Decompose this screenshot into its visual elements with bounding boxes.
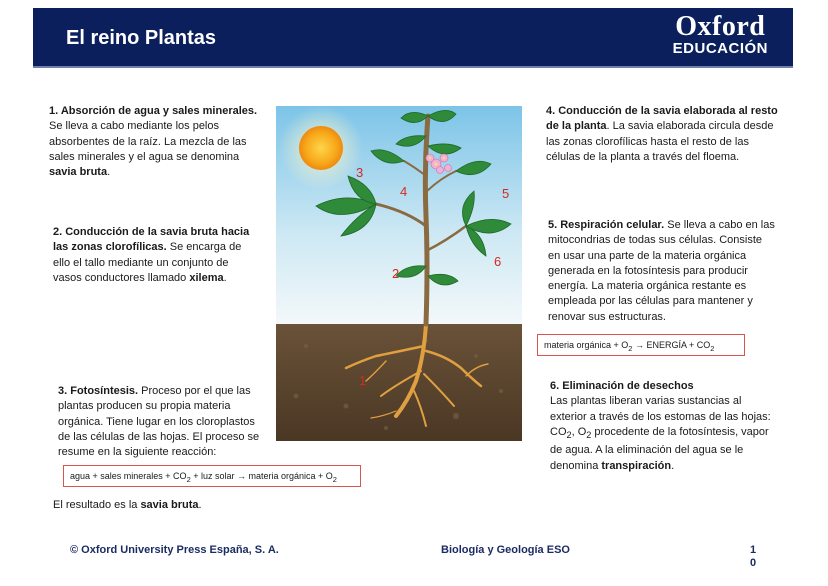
photosynthesis-formula — [63, 465, 361, 487]
page-number-digit: 0 — [749, 557, 757, 569]
section-photosynthesis — [58, 384, 268, 460]
section-heading: 2. Conducción de la savia bruta hacia las zonas clorofílicas. — [53, 226, 250, 254]
diagram-label-4: 4 — [400, 184, 408, 199]
formula-subscript: 2 — [186, 474, 191, 484]
diagram-label-6: 6 — [494, 254, 502, 269]
subscript: 2 — [586, 430, 592, 441]
punctuation: . — [198, 499, 202, 511]
section-text: Se lleva a cabo mediante los pelos absorbentes de la raíz. La mezcla de las sales minerales y el agua se denomina — [49, 120, 247, 163]
punctuation: . — [223, 271, 227, 284]
section-text: , O — [571, 425, 587, 438]
key-term: savia bruta — [140, 499, 199, 511]
section-heading: 1. Absorción de agua y sales minerales. — [49, 105, 258, 117]
logo-subtitle: EDUCACIÓN — [672, 40, 768, 57]
section-heading: 4. Conducción de la savia elaborada al resto de la planta — [546, 105, 778, 133]
footer-copyright: © Oxford University Press España, S. A. — [70, 544, 279, 556]
punctuation: . — [107, 166, 111, 179]
section-heading: 3. Fotosíntesis. — [58, 385, 139, 397]
footer-course: Biología y Geología ESO — [441, 544, 570, 556]
section-text: Proceso por el que las plantas producen su propia materia orgánica. Tiene lugar en los cloroplastos de las células de las hojas. El proceso se resume en la siguiente reacción: — [58, 385, 260, 459]
formula-subscript: 2 — [710, 343, 715, 353]
respiration-formula — [537, 334, 745, 356]
sun-icon — [299, 126, 343, 170]
header-divider — [33, 66, 793, 68]
page-title: El reino Plantas — [66, 27, 217, 49]
formula-subscript: 2 — [628, 343, 633, 353]
diagram-label-2: 2 — [392, 266, 400, 281]
formula-text: + luz solar → materia orgánica + O — [190, 471, 333, 481]
section-text: Se lleva a cabo en las mitocondrias de todas sus células. Consiste en usar una parte de la materia orgánica generada en la fotosíntesis para producir energía. La materia orgánica restante es empleada por las células para mantener y renovar sus estructuras. — [548, 219, 775, 323]
key-term: savia bruta — [49, 166, 108, 179]
punctuation: . — [671, 459, 675, 472]
page-number — [748, 544, 758, 570]
section-xylem — [53, 225, 258, 286]
section-text: . La savia elaborada circula desde las zonas clorofílicas hasta el resto de las células de la planta a través del floema. — [546, 120, 774, 163]
formula-subscript: 2 — [332, 474, 337, 484]
soil-layer — [276, 324, 522, 441]
diagram-label-5: 5 — [502, 186, 510, 201]
section-text: El resultado es la — [53, 499, 141, 511]
formula-text: agua + sales minerales + CO — [70, 471, 187, 481]
photosynthesis-result — [53, 498, 283, 513]
section-heading: 6. Eliminación de desechos — [550, 380, 694, 392]
section-phloem — [546, 104, 778, 165]
section-waste-elimination — [550, 379, 772, 474]
formula-text: → ENERGÍA + CO — [632, 340, 711, 350]
section-text: procedente de la fotosíntesis, vapor de agua. A la eliminación del agua se le denomina — [550, 425, 769, 472]
key-term: transpiración — [601, 459, 672, 472]
section-text: Se encarga de ello el tallo mediante un conjunto de vasos conductores llamado — [53, 241, 242, 284]
section-respiration — [548, 218, 776, 325]
plant-illustration — [276, 106, 522, 441]
section-text: Las plantas liberan varias sustancias al exterior a través de los estomas de las hojas: CO — [550, 395, 771, 438]
diagram-label-1: 1 — [359, 373, 367, 388]
section-heading: 5. Respiración celular. — [548, 219, 665, 231]
oxford-logo — [672, 11, 768, 58]
subscript: 2 — [566, 430, 572, 441]
diagram-label-3: 3 — [356, 165, 364, 180]
page-number-digit: 1 — [749, 544, 757, 556]
formula-text: materia orgánica + O — [544, 340, 629, 350]
section-absorption — [49, 104, 264, 180]
logo-wordmark: Oxford — [675, 11, 766, 42]
key-term: xilema — [189, 271, 224, 284]
